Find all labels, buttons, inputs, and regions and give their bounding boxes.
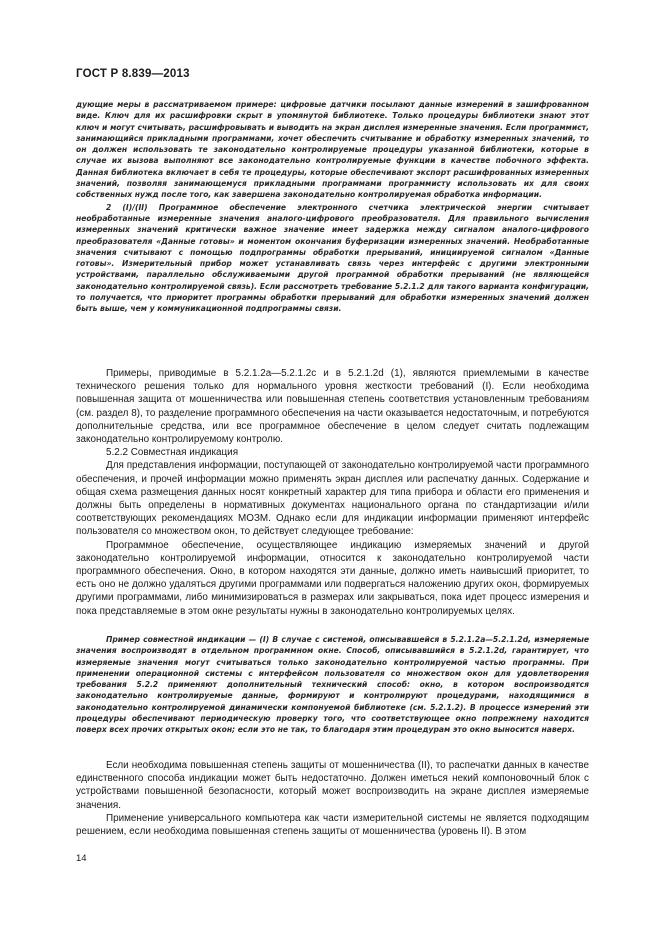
page-number: 14 (76, 853, 87, 864)
body-block-1 (76, 367, 589, 618)
body-paragraph: Применение универсального компьютера как части измерительной системы не является подходящим решением, если необходима повышенная степень защиты от мошенничества (уровень II). В этом (76, 812, 589, 838)
italic-block-1 (76, 99, 589, 315)
italic-paragraph: Пример совместной индикации — (I) В случае с системой, описывавшейся в 5.2.1.2а—5.2.1.2d, измеряемые значения воспроизводят в отдельном программном окне. Способ, описывавшийся в 5.2.1.2d, гарантирует, что измеряемые значения могут считываться только законодательно контролируемой частью программы. При применении операционной системы с интерфейсом пользователя со множеством окон для удовлетворения требования 5.2.2 применяют дополнительный технический способ: окно, в котором воспроизводятся законодательно контролируемые данные, формируют и контролируют процедурами, находящимися в законодательно контролируемой динамически компонуемой библиотеке (см. 5.2.1.2). В процессе измерений эти процедуры обеспечивают периодическую проверку того, что соответствующее окно попрежнему находится поверх всех прочих открытых окон; если это не так, то благодаря этим процедурам это окно выносится наверх. (76, 635, 589, 735)
italic-paragraph: 2 (I)/(II) Программное обеспечение электронного счетчика электрической энергии считывает необработанные измеренные значения аналого-цифрового преобразователя. Для правильного вычисления измеренных значений критически важное значение имеет задержка между сигналом аналого-цифрового преобразователя «Данные готовы» и моментом окончания буферизации измеренных значений. Необработанные значения считывают с помощью подпрограммы обработки прерываний, инициируемой сигналом «Данные готовы». Измерительный прибор может устанавливать связь через интерфейс с другими электронными устройствами, параллельно обслуживаемыми другой программой обработки прерываний (не являющейся законодательно контролируемой связь). Если рассмотреть требование 5.2.1.2 для такого варианта конфигурации, то получается, что приоритет программы обработки прерываний для обработки измеренных значений должен быть выше, чем у коммуникационной подпрограммы связи. (76, 202, 589, 314)
document-header: ГОСТ Р 8.839—2013 (76, 68, 190, 80)
body-paragraph: Примеры, приводимые в 5.2.1.2а—5.2.1.2с и в 5.2.1.2d (1), являются приемлемыми в качестве технического решения только для нормального уровня жесткости требований (I). Если необходима повышенная защита от мошенничества или повышенная степень соответствия установленным требованиям (см. раздел 8), то разделение программного обеспечения на части оказывается недостаточным, и потребуются дополнительные средства, или все программное обеспечение в целом следует считать подлежащим законодательно контролируемому контролю. (76, 368, 589, 446)
body-block-2 (76, 759, 589, 838)
body-paragraph: Для представления информации, поступающей от законодательно контролируемой части программного обеспечения, и прочей информации можно применять экран дисплея или распечатку данных. Содержание и общая схема размещения данных носят конкретный характер для типа прибора и области его применения и должны быть определены в нормативных документах национального органа по стандартизации и/или соответствующих рекомендациях МОЗМ. Однако если для индикации информации применяют интерфейс пользователя со множеством окон, то действует следующее требование: (76, 460, 589, 538)
italic-paragraph: дующие меры в рассматриваемом примере: цифровые датчики посылают данные измерений в зашифрованном виде. Ключ для их расшифровки скрыт в упомянутой библиотеке. Только процедуры библиотеки знают этот ключ и могут считывать, расшифровывать и выводить на экран дисплея измеренные значения. Если программист, занимающийся прикладными программами, хочет обеспечить считывание и обработку измеренных значений, то он должен использовать те законодательно контролируемые процедуры указанной библиотеки, которые в случае их вызова выполняют все законодательно контролируемые функции в качестве побочного эффекта. Данная библиотека включает в себя те процедуры, которые обеспечивают экспорт расшифрованных измеренных значений, позволяя занимающемуся прикладными программами программисту использовать их для своих собственных нужд после того, как завершена законодательно контролируемая обработка информации. (76, 100, 589, 200)
section-heading: 5.2.2 Совместная индикация (106, 447, 239, 459)
body-paragraph: Программное обеспечение, осуществляющее индикацию измеряемых значений и другой законодательно контролируемой информации, относится к законодательно контролируемой части программного обеспечения. Окно, в котором находятся эти данные, должно иметь наивысший приоритет, то есть оно не должно удаляться другими программами или подвергаться наложению других окон, формируемых другими программами, либо минимизироваться в размерах или закрываться, пока идет процесс измерения и пока представляемые в этом окне результаты нужны в законодательно контролируемых целях. (76, 539, 589, 617)
body-paragraph: Если необходима повышенная степень защиты от мошенничества (II), то распечатки данных в качестве единственного способа индикации может быть недостаточно. Должен иметься некий компоновочный блок с устройствами повышенной безопасности, который может воспроизводить на экране дисплея измеряемые значения. (76, 760, 589, 811)
italic-block-2 (76, 634, 589, 736)
